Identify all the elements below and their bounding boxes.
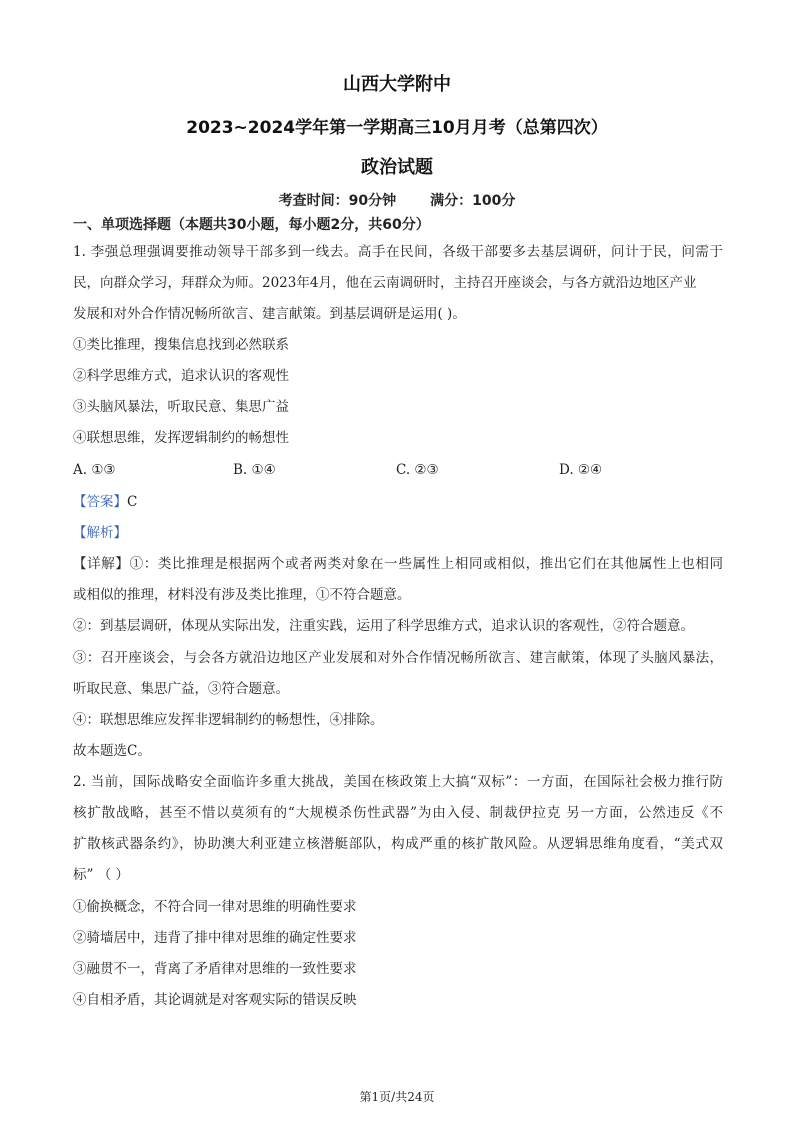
q1-detail-line: 或相似的推理，材料没有涉及类比推理，①不符合题意。 — [73, 587, 411, 603]
q1-stem-line: 1. 李强总理强调要推动领导干部多到一线去。高手在民间，各级干部要多去基层调研，问计于民，问需于 — [73, 244, 723, 260]
exam-meta — [0, 190, 794, 210]
q2-item: ④自相矛盾，其论调就是对客观实际的错误反映 — [73, 992, 357, 1008]
q1-option-a: A. ①③ — [73, 462, 116, 478]
school-name: 山西大学附中 — [343, 74, 451, 95]
q2-stem-line: 2. 当前，国际战略安全面临许多重大挑战，美国在核政策上大搞“双标”：一方面，在国际社会极力推行防 — [73, 774, 723, 790]
answer-value: C — [127, 494, 138, 510]
q1-item: ③头脑风暴法，听取民意、集思广益 — [73, 399, 289, 415]
detail-label: 【详解】 — [73, 556, 130, 572]
q1-option-c: C. ②③ — [396, 462, 439, 478]
q1-detail-line: ④：联想思维应发挥非逻辑制约的畅想性，④排除。 — [73, 712, 384, 728]
q1-detail-line: 故本题选C。 — [73, 743, 151, 759]
q1-stem-line: 民，向群众学习，拜群众为师。2023年4月，他在云南调研时，主持召开座谈会，与各方就沿边地区产业 — [73, 275, 697, 291]
answer-label: 【答案】 — [73, 494, 127, 510]
q2-item: ①偷换概念，不符合同一律对思维的明确性要求 — [73, 899, 357, 915]
q2-stem-line: 标” （ ） — [73, 867, 129, 883]
q1-stem-line: 发展和对外合作情况畅所欲言、建言献策。到基层调研是运用( )。 — [73, 306, 466, 322]
section-heading: 一、单项选择题（本题共30小题，每小题2分，共60分） — [73, 217, 430, 233]
q1-detail-line — [73, 554, 723, 574]
q2-stem-line: 核扩散战略，甚至不惜以莫须有的“大规模杀伤性武器”为由入侵、制裁伊拉克 另一方面，公然违反《不 — [73, 805, 723, 821]
q1-item: ②科学思维方式，追求认识的客观性 — [73, 368, 289, 384]
q2-stem-line: 扩散核武器条约》，协助澳大利亚建立核潜艇部队，构成严重的核扩散风险。从逻辑思维角度看，“美式双 — [73, 836, 723, 852]
exam-score: 满分：100分 — [430, 193, 516, 209]
q1-item: ④联想思维，发挥逻辑制约的畅想性 — [73, 430, 289, 446]
q1-detail-line: ②：到基层调研，体现从实际出发，注重实践，运用了科学思维方式，追求认识的客观性，②符合题意。 — [73, 618, 694, 634]
q1-answer — [73, 492, 137, 512]
q1-option-d: D. ②④ — [559, 462, 603, 478]
exam-time: 考查时间：90分钟 — [278, 193, 397, 209]
subject-title: 政治试题 — [361, 157, 433, 178]
page-footer: 第1页/共24页 — [359, 1090, 435, 1104]
detail-text: ①：类比推理是根据两个或者两类对象在一些属性上相同或相似，推出它们在其他属性上也相同 — [129, 556, 723, 572]
q1-detail-line: 听取民意、集思广益，③符合题意。 — [73, 681, 289, 697]
q1-option-b: B. ①④ — [233, 462, 276, 478]
q2-item: ②骑墙居中，违背了排中律对思维的确定性要求 — [73, 930, 357, 946]
exam-title: 2023~2024学年第一学期高三10月月考（总第四次） — [186, 118, 608, 138]
q1-detail-line: ③：召开座谈会，与会各方就沿边地区产业发展和对外合作情况畅所欲言、建言献策，体现了头脑风暴法， — [73, 650, 723, 666]
q2-item: ③融贯不一，背离了矛盾律对思维的一致性要求 — [73, 961, 357, 977]
analysis-label: 【解析】 — [73, 525, 127, 541]
q1-item: ①类比推理，搜集信息找到必然联系 — [73, 337, 289, 353]
